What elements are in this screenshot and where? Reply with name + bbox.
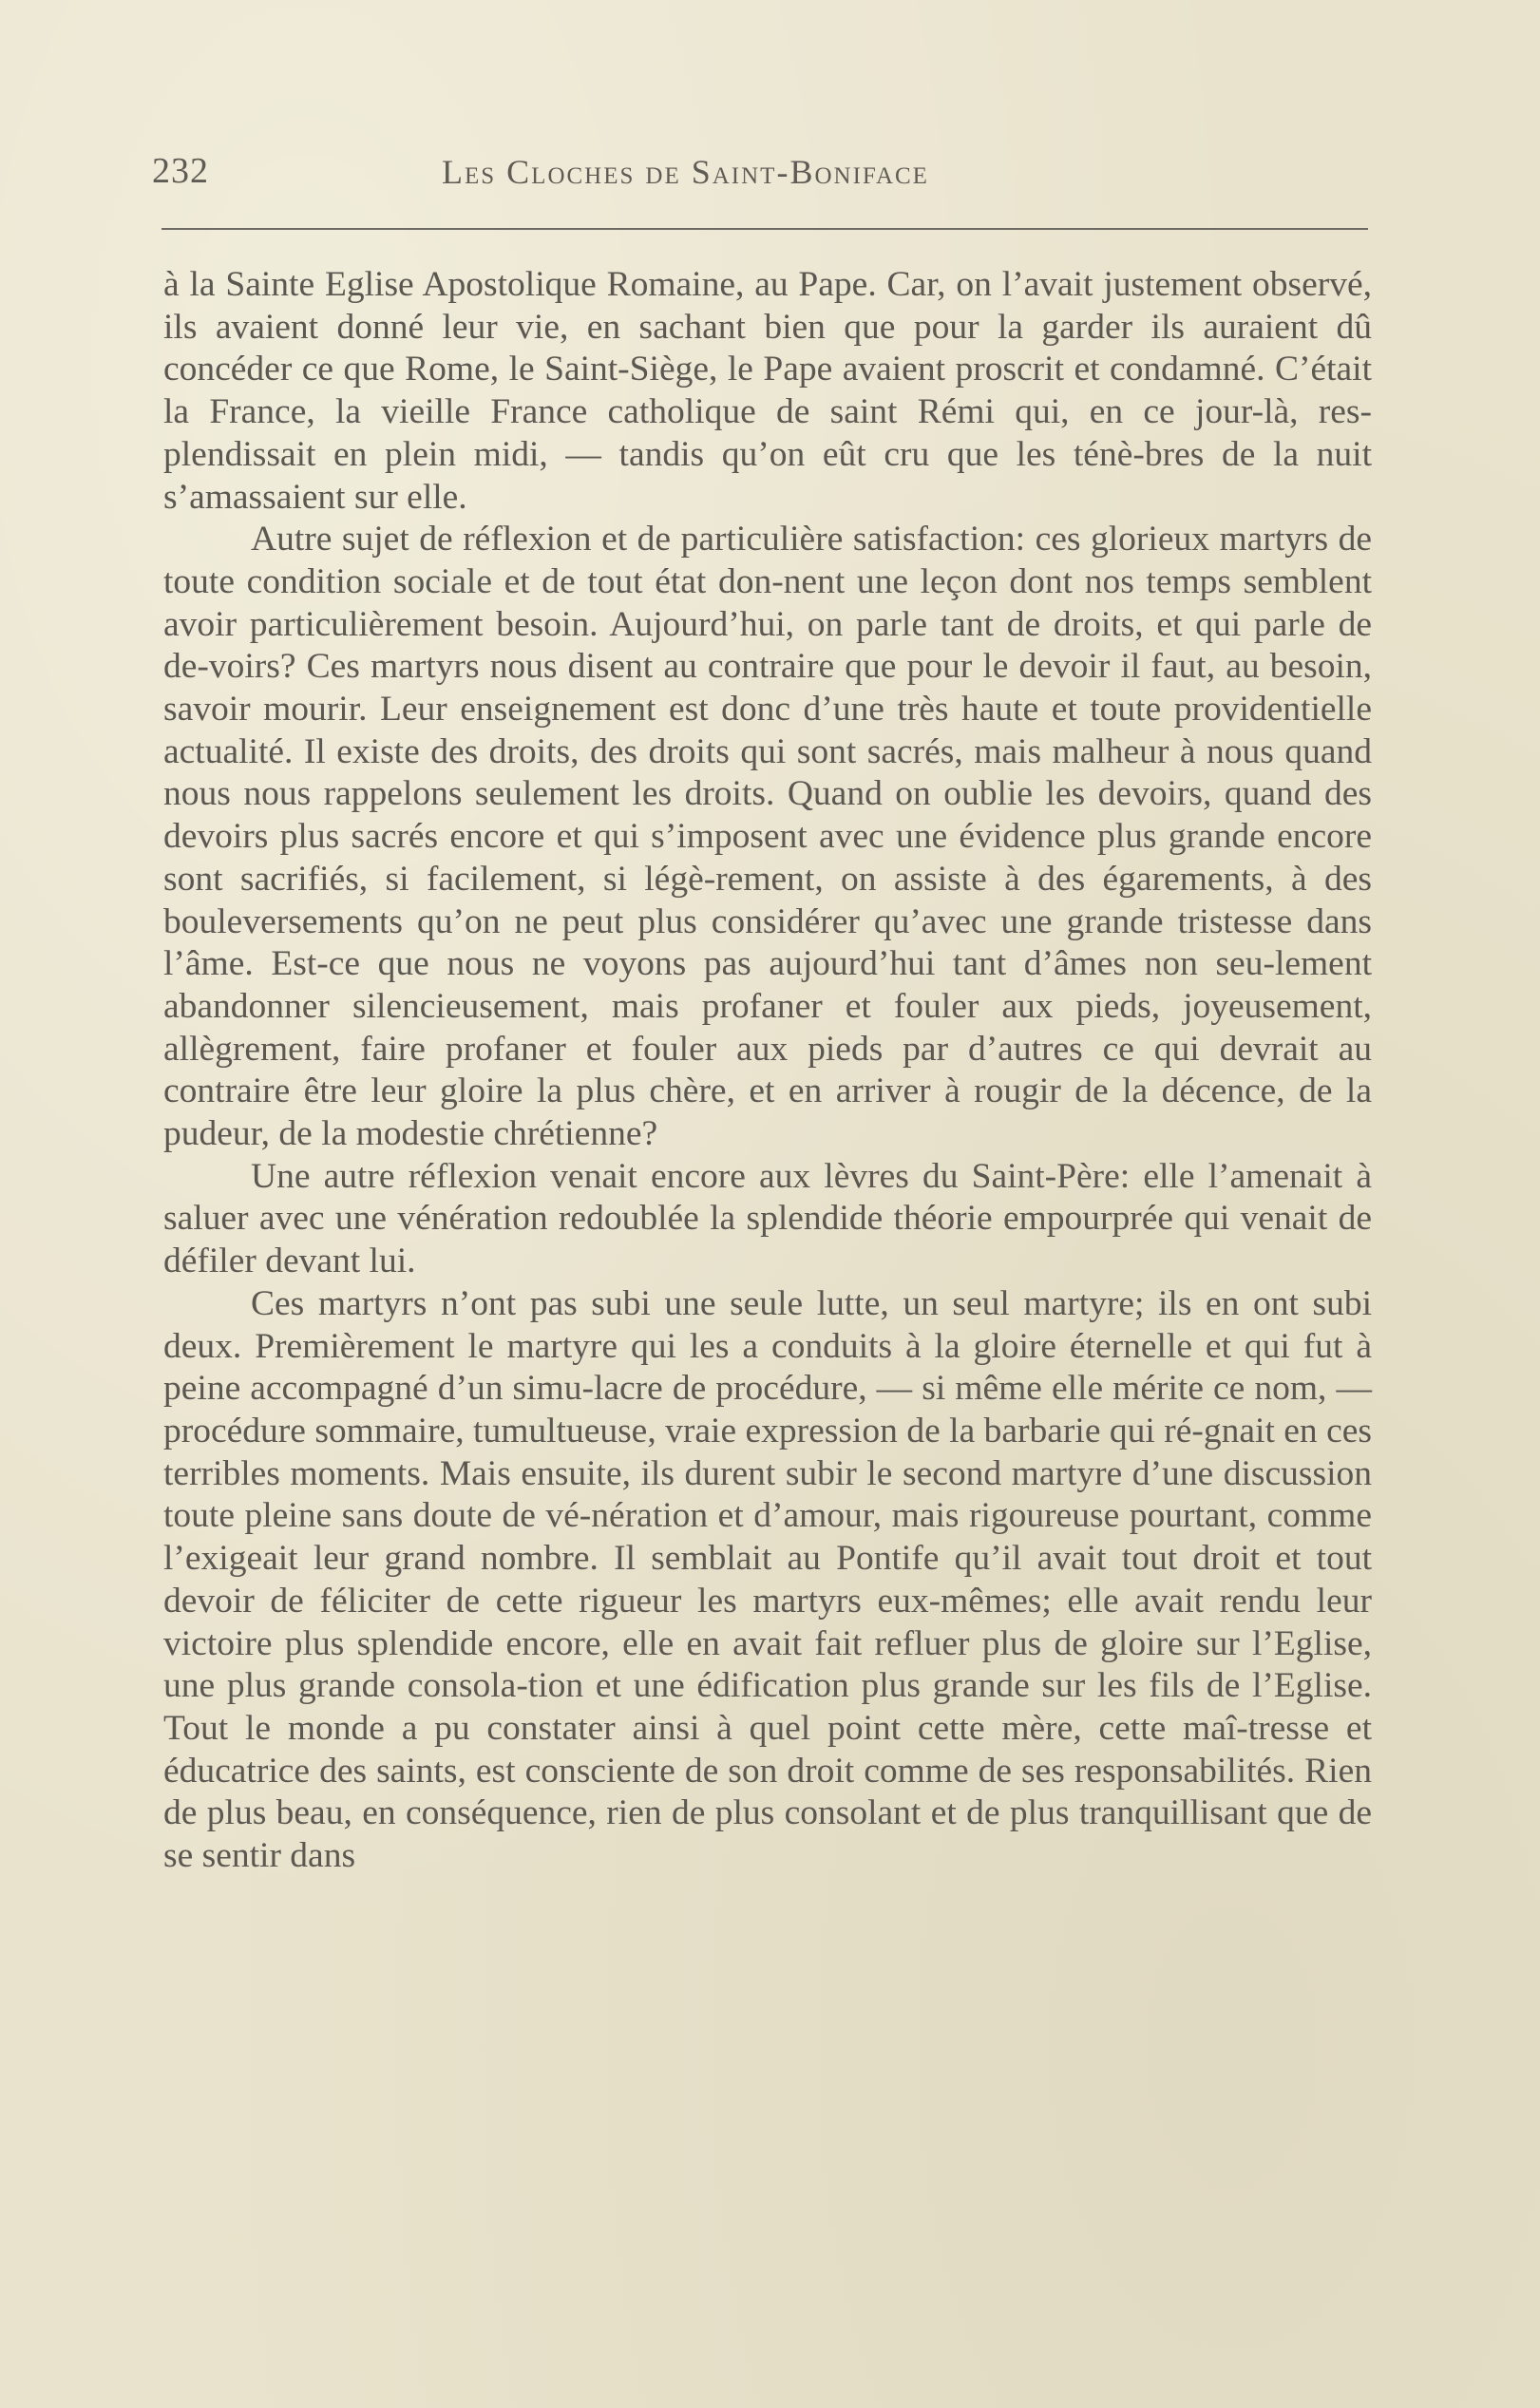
page-header	[152, 150, 1368, 207]
paragraph: Une autre réflexion venait encore aux lèvres du Saint-Père: elle l’amenait à saluer avec une vénération redoublée la splendide théorie empourprée qui venait de défiler devant lui.	[163, 1156, 1372, 1281]
paragraph: Autre sujet de réflexion et de particulière satisfaction: ces glorieux martyrs de toute condition sociale et de tout état don-nent une leçon dont nos temps semblent avoir particulièrement besoin. Aujourd’hui, on parle tant de droits, et qui parle de de-voirs? Ces martyrs nous disent au contraire que pour le devoir il faut, au besoin, savoir mourir. Leur enseignement est donc d’une très haute et toute providentielle actualité. Il existe des droits, des droits qui sont sacrés, mais malheur à nous quand nous nous rappelons seulement les droits. Quand on oublie les devoirs, quand des devoirs plus sacrés encore et qui s’imposent avec une évidence plus grande encore sont sacrifiés, si facilement, si légè-rement, on assiste à des égarements, à des bouleversements qu’on ne peut plus considérer qu’avec une grande tristesse dans l’âme. Est-ce que nous ne voyons pas aujourd’hui tant d’âmes non seu-lement abandonner silencieusement, mais profaner et fouler aux pieds, joyeusement, allègrement, faire profaner et fouler aux pieds par d’autres ce qui devrait au contraire être leur gloire la plus chère, et en arriver à rougir de la décence, de la pudeur, de la modestie chrétienne?	[163, 520, 1372, 1154]
paragraph-continuation: à la Sainte Eglise Apostolique Romaine, au Pape. Car, on l’avait justement observé, ils avaient donné leur vie, en sachant bien que pour la garder ils auraient dû concéder ce que Rome, le Saint-Siège, le Pape avaient proscrit et condamné. C’était la France, la vieille France catholique de saint Rémi qui, en ce jour-là, res-plendissait en plein midi, — tandis qu’on eût cru que les ténè-bres de la nuit s’amassaient sur elle.	[163, 265, 1372, 517]
page-number: 232	[152, 151, 209, 191]
body-text	[163, 264, 1372, 1878]
paragraph: Ces martyrs n’ont pas subi une seule lutte, un seul martyre; ils en ont subi deux. Premièrement le martyre qui les a conduits à la gloire éternelle et qui fut à peine accompagné d’un simu-lacre de procédure, — si même elle mérite ce nom, — procédure sommaire, tumultueuse, vraie expression de la barbarie qui ré-gnait en ces terribles moments. Mais ensuite, ils durent subir le second martyre d’une discussion toute pleine sans doute de vé-nération et d’amour, mais rigoureuse pourtant, comme l’exigeait leur grand nombre. Il semblait au Pontife qu’il avait tout droit et tout devoir de féliciter de cette rigueur les martyrs eux-mêmes; elle avait rendu leur victoire plus splendide encore, elle en avait fait refluer plus de gloire sur l’Eglise, une plus grande consola-tion et une édification plus grande sur les fils de l’Eglise. Tout le monde a pu constater ainsi à quel point cette mère, cette maî-tresse et éducatrice des saints, est consciente de son droit comme de ses responsabilités. Rien de plus beau, en conséquence, rien de plus consolant et de plus tranquillisant que de se sentir dans	[163, 1283, 1372, 1876]
header-rule	[162, 228, 1368, 230]
running-title: Les Cloches de Saint-Boniface	[442, 153, 929, 191]
